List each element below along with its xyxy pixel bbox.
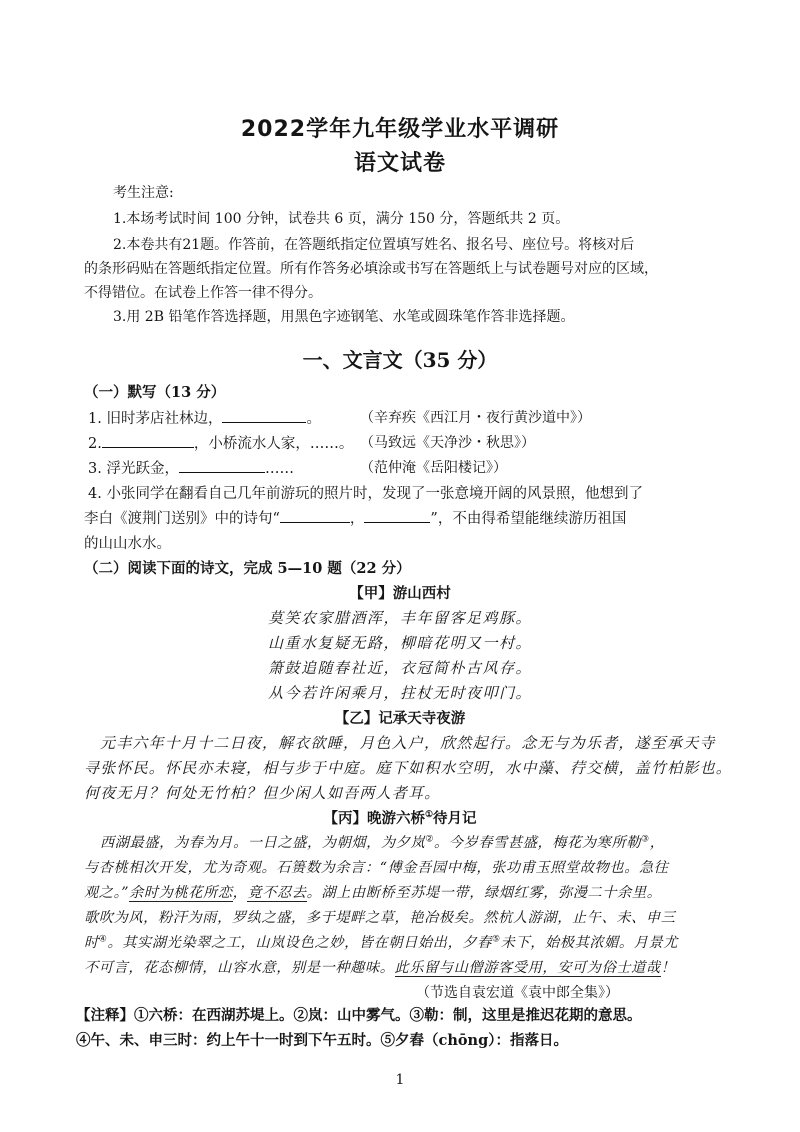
poem-jia-title: 【甲】游山西村 [349,585,451,602]
footnote-marker: ④ [98,934,108,945]
q4-lead: 李白《渡荆门送别》中的诗句“ [84,511,280,527]
footnote-marker: ③ [641,834,650,845]
text-yi-title: 【乙】记承天寺夜游 [334,710,466,727]
text-bing-title [0,807,800,828]
text-bing-line [84,957,676,977]
bing-text: 。湖上由断桥至苏堤一带，绿烟红雾，弥漫二十余里。 [306,885,662,901]
q3-prefix: 3. 浮光跃金， [88,461,179,477]
answer-blank [222,408,306,423]
notice-item-3: 3.用 2B 铅笔作答选择题，用黑色字迹钢笔、水笔或圆珠笔作答非选择题。 [113,309,575,325]
poem-line: 箫鼓追随春社近，衣冠简朴古风存。 [267,659,532,677]
bing-text: 西湖最盛，为春为月。一日之盛，为朝烟，为夕岚 [100,835,426,851]
text-yi-line: 寻张怀民。怀民亦未寝，相与步于中庭。庭下如积水空明，水中藻、荇交横，盖竹柏影也。 [84,759,733,777]
answer-blank [280,508,350,523]
text-yi-line: 元丰六年十月十二日夜，解衣欲睡，月色入户，欣然起行。念无与为乐者，遂至承天寺 [100,734,716,752]
bing-title-main: 【丙】晚游六桥 [323,810,425,827]
footnote-marker: ⑤ [491,934,501,945]
page-subtitle: 语文试卷 [353,151,446,176]
footnote-marker: ② [425,834,434,845]
underlined-sentence: 余时为桃花所恋 [129,885,233,901]
bing-text: 不可言，花态柳情，山容水意，别是一种趣味。 [84,960,395,976]
notice-item-2-cont2: 不得错位。在试卷上作答一律不得分。 [84,285,322,301]
poem-line: 从今若许闲乘月，拄杖无时夜叩门。 [267,684,532,702]
q4-tail: ”，不由得希望能继续游历祖国 [430,511,627,527]
question-4-line-2 [84,507,626,528]
notice-heading: 考生注意: [113,185,174,201]
q3-suffix: …… [264,461,294,477]
poem-line: 莫笑农家腊酒浑，丰年留客足鸡豚。 [267,609,532,627]
notice-item-1: 1.本场考试时间 100 分钟，试卷共 6 页，满分 150 分，答题纸共 2 页。 [113,211,570,227]
text-bing-line [100,832,665,852]
bing-text: 时 [84,935,99,951]
question-2-source: （马致远《天净沙・秋思》） [360,435,535,451]
question-2 [88,432,353,453]
answer-blank [364,508,430,523]
question-4: 4. 小张同学在翻看自己几年前游玩的照片时，发现了一张意境开阔的风景照，他想到了 [88,486,643,502]
text-bing-source: （节选自袁宏道《袁中郎全集》） [416,985,619,1001]
bing-text: 。其实湖光染翠之工，山岚设色之妙，皆在朝日始出，夕舂 [107,935,492,951]
answer-blank [102,433,194,448]
bing-text: 观之。” [84,885,130,901]
question-3-source: （范仲淹《岳阳楼记》） [360,460,507,476]
text-bing-line [84,882,662,902]
part1-heading: （一）默写（13 分） [84,384,226,401]
annotation-line: 【注释】①六桥：在西湖苏堤上。②岚：山中雾气。③勒：制，这里是推迟花期的意思。 [76,1007,642,1024]
question-1-source: （辛弃疾《西江月・夜行黄沙道中》） [360,410,591,426]
section-heading: 一、文言文（35 分） [302,348,498,372]
footnote-marker: ① [424,810,434,821]
page-number: 1 [395,1072,405,1088]
notice-item-2-cont: 的条形码贴在答题纸指定位置。所有作答务必填涂或书写在答题纸上与试卷题号对应的区域， [84,261,658,277]
q4-mid: ， [349,511,365,527]
bing-text: ！ [660,960,676,976]
q2-prefix: 2. [88,436,102,452]
text-yi-line: 何夜无月？何处无竹柏？但少闲人如吾两人者耳。 [84,784,441,802]
text-bing-line: 与杏桃相次开发，尤为奇观。石篑数为余言：“傅金吾园中梅，张功甫玉照堂故物也。急往 [84,860,669,876]
part2-heading: （二）阅读下面的诗文，完成 5—10 题（22 分） [84,560,411,577]
annotation-line: ④午、未、申三时：约上午十一时到下午五时。⑤夕舂（chōng）：指落日。 [76,1032,568,1049]
bing-text: ， [649,835,665,851]
text-bing-line: 歌吹为风，粉汗为雨，罗纨之盛，多于堤畔之草，艳冶极矣。然杭人游湖，止午、未、申三 [84,910,676,926]
underlined-sentence: 竟不忍去 [247,885,307,901]
poem-line: 山重水复疑无路，柳暗花明又一村。 [267,634,532,652]
bing-text: 。今岁春雪甚盛，梅花为寒所勒 [434,835,642,851]
question-4-line-3: 的山山水水。 [84,536,171,552]
text-bing-line [84,932,678,952]
q1-suffix: 。 [306,411,321,427]
bing-title-end: 待月记 [433,810,477,827]
bing-text: 未下，始极其浓媚。月景尤 [500,935,679,951]
question-1 [88,407,321,428]
page-title: 2022学年九年级学业水平调研 [240,117,560,142]
bing-text: ， [232,885,248,901]
underlined-sentence: 此乐留与山僧游客受用，安可为俗士道哉 [394,960,661,976]
q2-suffix: ，小桥流水人家，……。 [193,436,354,452]
answer-blank [179,458,265,473]
q1-prefix: 1. 旧时茅店社林边， [88,411,223,427]
question-3 [88,457,294,478]
notice-item-2: 2.本卷共有21题。作答前，在答题纸指定位置填写姓名、报名号、座位号。将核对后 [113,237,635,253]
